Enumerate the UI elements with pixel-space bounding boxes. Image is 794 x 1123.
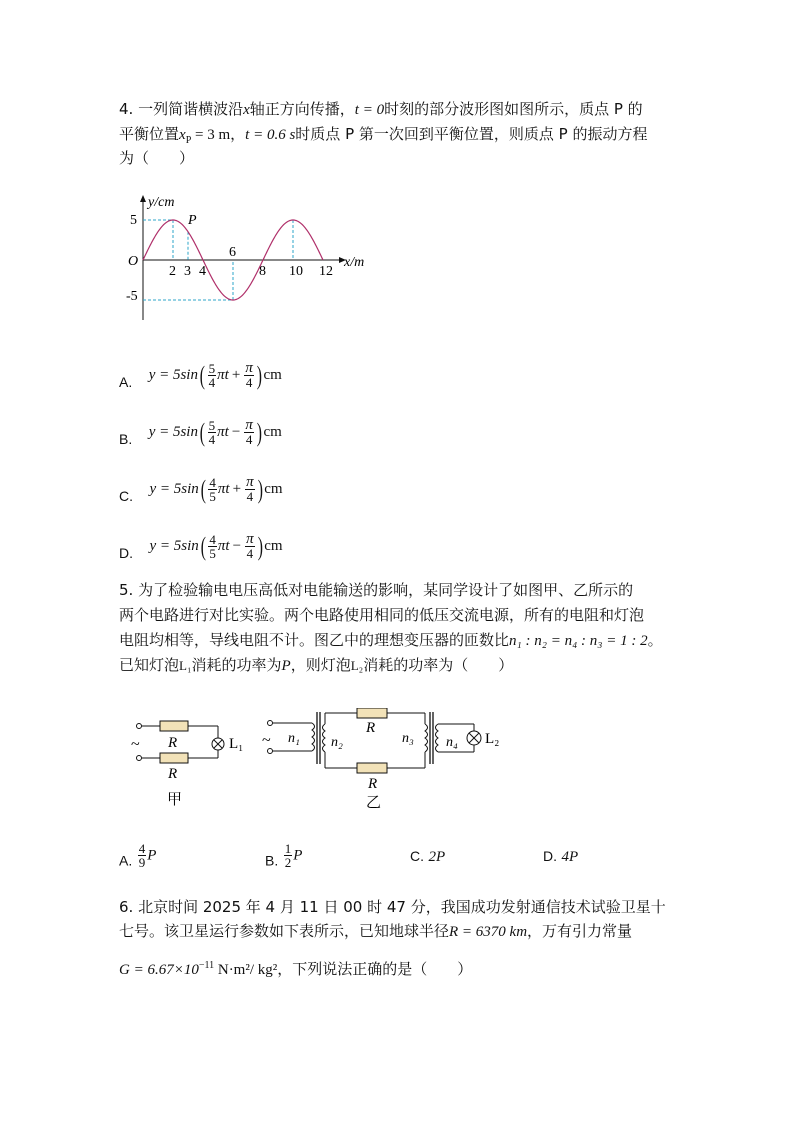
q4-x-tick-12: 12 — [319, 264, 333, 279]
q6-text: ，下列说法正确的是（ ） — [277, 960, 473, 978]
fraction-denominator: 4 — [246, 546, 254, 561]
q5-text: 电阻均相等，导线电阻不计。图乙中的理想变压器的匝数比 — [119, 631, 510, 649]
formula-pi-t: πt — [217, 367, 229, 383]
formula-prefix: y = 5sin — [148, 367, 198, 383]
formula-prefix: y = 5sin — [149, 538, 199, 554]
option-label: D. — [543, 848, 557, 864]
paren-right: ) — [256, 360, 262, 390]
option-formula — [137, 362, 282, 389]
option-label: D. — [119, 545, 133, 561]
option-label: B. — [265, 852, 279, 869]
q4-option-c[interactable] — [119, 476, 283, 504]
q4-xp-sub: P — [185, 135, 192, 146]
fraction-denominator: 4 — [246, 489, 254, 504]
fraction — [245, 476, 255, 503]
q5-text-line1: 5. 为了检验输电电压高低对电能输送的影响，某同学设计了如图甲、乙所示的 — [119, 581, 634, 599]
formula-prefix: y = 5sin — [149, 481, 199, 497]
q5-turns-ratio: n₁ : n₂ = n₄ : n₃ = 1 : 2 — [509, 633, 648, 649]
formula-pi-t: πt — [217, 481, 230, 497]
paren-right: ) — [256, 417, 262, 447]
q5-a-lamp-label: L₁ — [229, 736, 244, 752]
q6-exponent: −11 — [198, 960, 215, 971]
fraction-numerator: π — [246, 474, 254, 490]
q4-var-x: x — [243, 102, 250, 118]
option-text: 4P — [561, 849, 579, 865]
q5-text-line2: 两个电路进行对比实验。两个电路使用相同的低压交流电源，所有的电阻和灯泡 — [119, 606, 645, 624]
q5-a-source: ~ — [131, 736, 140, 753]
q4-xp-value: = 3 m — [191, 127, 231, 143]
q5-option-a[interactable] — [119, 842, 156, 869]
fraction — [244, 419, 254, 446]
q4-x-tick-4: 4 — [199, 264, 206, 279]
option-text: 2P — [428, 849, 446, 865]
fraction — [208, 362, 217, 389]
q5-b-source: ~ — [262, 732, 271, 749]
q4-option-a[interactable] — [119, 362, 282, 390]
q4-option-d[interactable] — [119, 533, 283, 561]
fraction — [208, 533, 217, 560]
option-label: B. — [119, 431, 133, 447]
formula-sign: − — [232, 538, 242, 554]
option-formula — [137, 419, 282, 446]
q4-x-tick-6: 6 — [229, 245, 236, 260]
q4-text-line1 — [119, 99, 643, 120]
q5-b-n2-label: n₂ — [331, 735, 343, 750]
q5-circuit-a — [125, 712, 265, 812]
fraction — [208, 419, 217, 446]
q6-text: ，万有引力常量 — [527, 922, 633, 940]
q5-a-resistor-top — [160, 721, 188, 731]
fraction-numerator: 4 — [138, 841, 146, 856]
formula-pi-t: πt — [217, 538, 230, 554]
q5-text: 已知灯泡 — [119, 656, 180, 674]
fraction-numerator: π — [245, 417, 253, 433]
q5-b-coil-n2 — [323, 724, 326, 752]
fraction — [244, 362, 254, 389]
formula-unit: cm — [264, 481, 283, 497]
option-tail: P — [147, 847, 157, 864]
fraction-denominator: 5 — [209, 546, 216, 561]
option-label: A. — [119, 852, 133, 869]
fraction-denominator: 4 — [208, 375, 216, 390]
q5-lamp-l1: L₁ — [179, 658, 192, 673]
paren-left: ( — [199, 417, 205, 447]
q4-text: 轴正方向传播， — [249, 100, 355, 118]
fraction — [208, 476, 217, 503]
q5-text: 消耗的功率为（ ） — [363, 656, 514, 674]
q5-circuit-b — [260, 708, 520, 813]
q4-origin-label: O — [128, 254, 139, 269]
formula-pi-t: πt — [217, 424, 229, 440]
q4-option-b[interactable] — [119, 419, 282, 447]
fraction-denominator: 2 — [284, 855, 292, 870]
fraction-denominator: 4 — [208, 432, 216, 447]
q6-text-line3 — [119, 956, 472, 980]
q5-text: 。 — [647, 631, 663, 649]
fraction-numerator: 5 — [208, 418, 216, 433]
formula-sign: + — [232, 481, 242, 497]
q4-point-label: P — [188, 213, 197, 228]
q4-time: t = 0.6 s — [245, 127, 296, 143]
q5-b-n4-label: n₄ — [446, 735, 458, 750]
formula-unit: cm — [264, 538, 283, 554]
fraction-denominator: 9 — [138, 855, 146, 870]
q6-text: 七号。该卫星运行参数如下表所示，已知地球半径 — [119, 922, 450, 940]
q5-b-lamp-label: L₂ — [485, 731, 500, 747]
paren-right: ) — [257, 474, 263, 504]
q5-option-c[interactable] — [410, 848, 445, 866]
q5-text: ，则灯泡 — [290, 656, 351, 674]
option-tail: P — [293, 847, 303, 864]
q4-x-axis-label: x/m — [344, 255, 365, 270]
fraction-denominator: 4 — [245, 432, 253, 447]
option-formula — [137, 476, 282, 503]
q4-text: ， — [230, 125, 246, 143]
q4-text: 时质点 P 第一次回到平衡位置，则质点 P 的振动方程 — [295, 125, 648, 143]
fraction-denominator: 4 — [245, 375, 253, 390]
q4-x-tick-8: 8 — [259, 264, 266, 279]
fraction-denominator: 5 — [209, 489, 216, 504]
q4-wave-graph — [120, 190, 380, 330]
q4-text-line2 — [119, 124, 647, 151]
q5-b-r-top-label: R — [366, 720, 376, 736]
paren-right: ) — [257, 531, 263, 561]
q6-text-line2 — [119, 921, 632, 942]
q4-text-line3: 为（ ） — [119, 149, 195, 167]
fraction-numerator: 1 — [284, 841, 292, 856]
formula-unit: cm — [263, 367, 282, 383]
q5-option-b[interactable] — [265, 842, 302, 869]
q5-b-n1-label: n₁ — [288, 731, 300, 746]
q4-x-tick-2: 2 — [169, 264, 176, 279]
option-formula — [137, 533, 282, 560]
q6-text-line1: 6. 北京时间 2025 年 4 月 11 日 00 时 47 分，我国成功发射通信技术试验卫星十 — [119, 898, 666, 916]
q4-y-tick-neg5: -5 — [126, 289, 138, 304]
q5-b-n3-label: n₃ — [402, 731, 414, 746]
formula-sign: + — [231, 367, 241, 383]
fraction — [245, 533, 255, 560]
q5-text-line4 — [119, 655, 513, 676]
q4-x-tick-10: 10 — [289, 264, 303, 279]
formula-unit: cm — [263, 424, 282, 440]
q4-x-tick-3: 3 — [184, 264, 191, 279]
fraction-numerator: π — [245, 360, 253, 376]
option-label: C. — [119, 488, 133, 504]
q5-b-coil-n1 — [312, 723, 315, 751]
q4-t0: t = 0 — [354, 102, 385, 118]
formula-sign: − — [231, 424, 241, 440]
q5-a-resistor-bottom — [160, 753, 188, 763]
formula-prefix: y = 5sin — [148, 424, 198, 440]
paren-left: ( — [199, 360, 205, 390]
q5-a-caption: 甲 — [167, 790, 183, 808]
q5-b-resistor-bottom — [357, 763, 387, 773]
fraction-numerator: 4 — [209, 532, 216, 547]
q5-b-r-bottom-label: R — [368, 776, 378, 792]
q4-y-axis-label: y/cm — [148, 195, 175, 210]
paren-left: ( — [200, 531, 206, 561]
q4-text: 时刻的部分波形图如图所示，质点 P 的 — [384, 100, 643, 118]
q5-b-coil-n4 — [436, 724, 439, 752]
q5-b-resistor-top — [357, 708, 387, 718]
q5-power-p: P — [281, 658, 291, 674]
q4-y-tick-5: 5 — [130, 213, 137, 228]
q6-earth-radius: R = 6370 km — [449, 924, 528, 940]
fraction-numerator: π — [246, 531, 254, 547]
q5-option-d[interactable] — [543, 848, 578, 866]
option-label: A. — [119, 374, 133, 390]
q4-xp: x — [179, 127, 186, 143]
q6-gravity-constant: G = 6.67×10 — [119, 962, 199, 978]
q5-text: 消耗的功率为 — [191, 656, 282, 674]
q5-a-r-top-label: R — [168, 735, 178, 751]
q5-b-caption: 乙 — [366, 793, 382, 811]
q5-b-coil-n3 — [425, 724, 428, 752]
q4-text: 平衡位置 — [119, 125, 180, 143]
q5-a-r-bottom-label: R — [168, 766, 178, 782]
q5-text-line3 — [119, 630, 663, 651]
q4-text: 4. 一列简谐横波沿 — [119, 100, 244, 118]
fraction-numerator: 4 — [209, 475, 216, 490]
option-label: C. — [410, 848, 424, 864]
q6-unit: N·m²/ kg² — [214, 962, 278, 978]
fraction-numerator: 5 — [208, 361, 216, 376]
paren-left: ( — [200, 474, 206, 504]
q5-lamp-l2: L₂ — [350, 658, 364, 673]
